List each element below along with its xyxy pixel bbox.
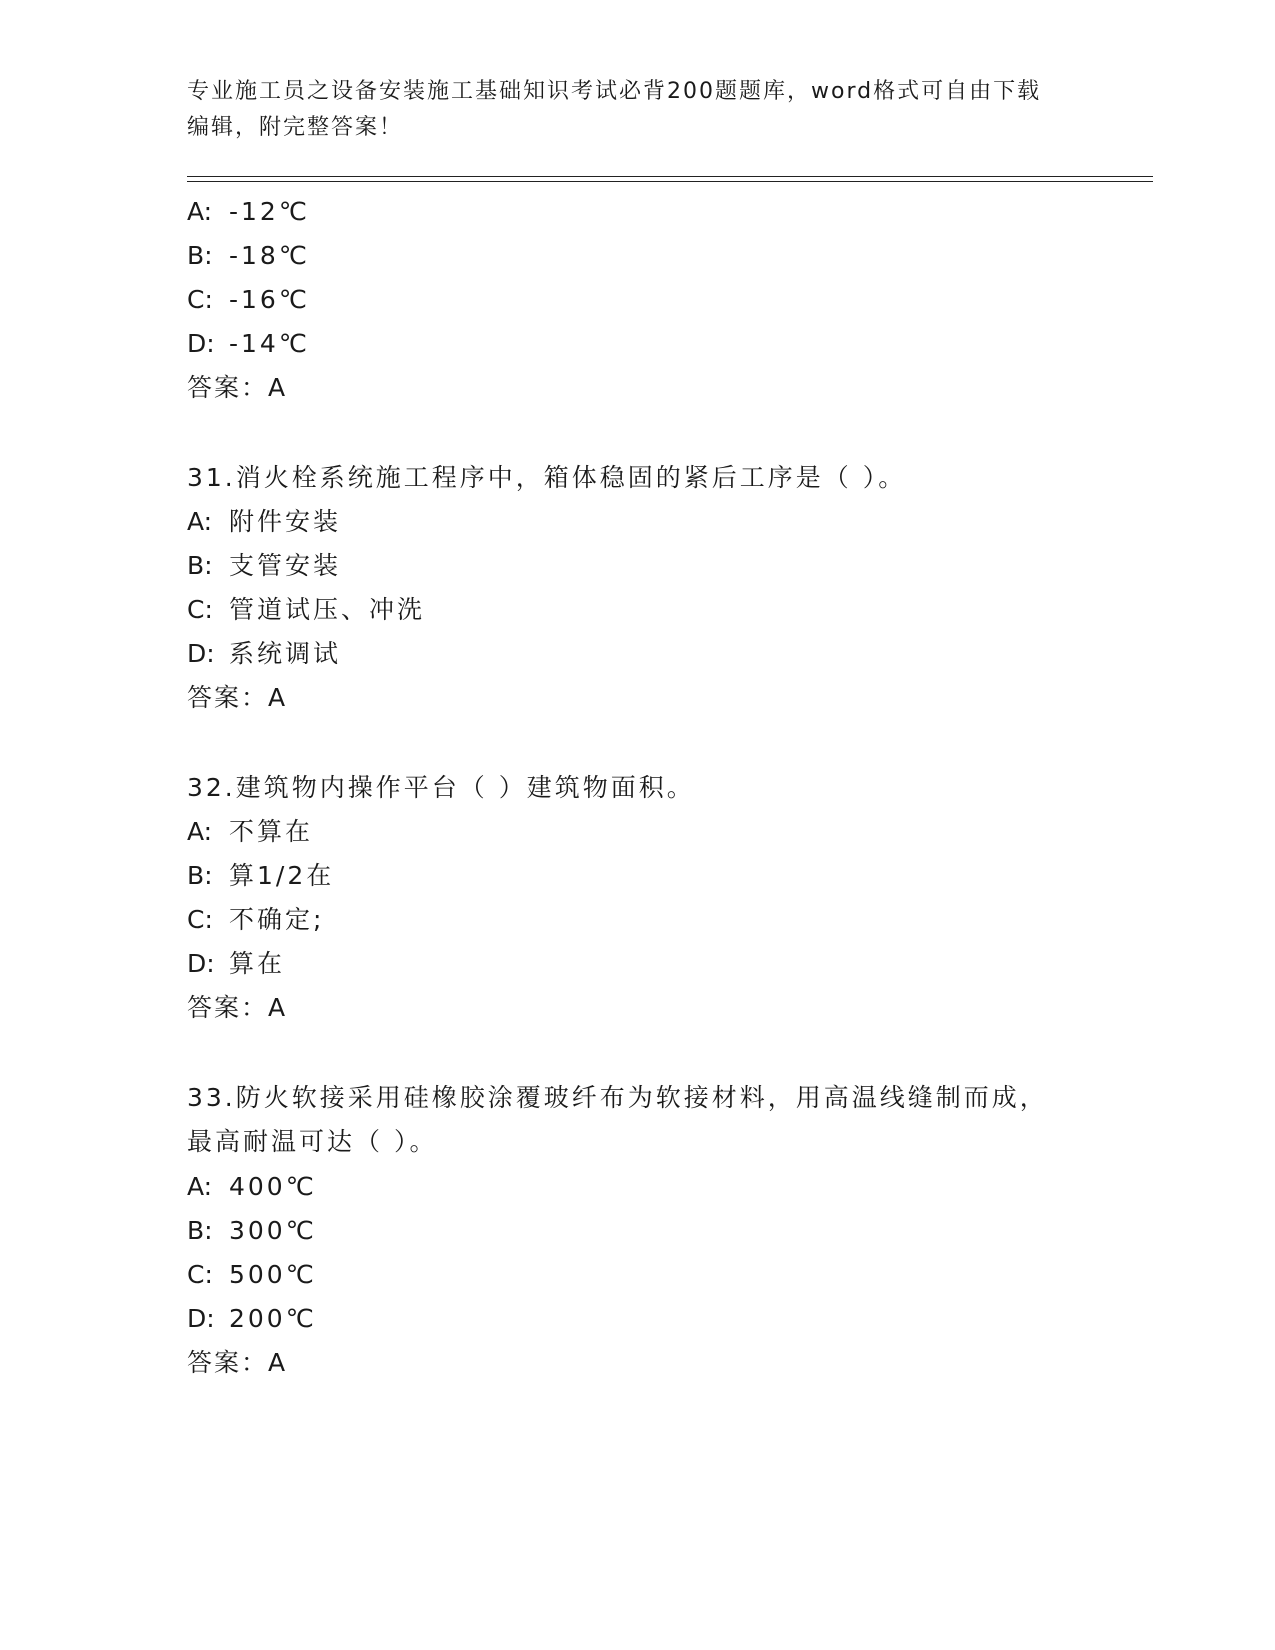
option-text: 系统调试 xyxy=(229,639,342,668)
q31-question: 31.消火栓系统施工程序中，箱体稳固的紧后工序是（ ）。 xyxy=(187,463,907,492)
q31-option-b xyxy=(187,551,341,581)
q30-option-c xyxy=(187,285,310,315)
option-text: -18℃ xyxy=(229,241,310,270)
q33-option-d xyxy=(187,1304,317,1334)
option-text: 附件安装 xyxy=(229,507,342,536)
option-text: 支管安装 xyxy=(229,551,342,580)
header-line-1: 专业施工员之设备安装施工基础知识考试必背200题题库，word格式可自由下载 xyxy=(187,79,1042,104)
option-letter: D: xyxy=(187,329,215,358)
q32-answer: 答案：A xyxy=(187,993,288,1022)
header-divider-bottom xyxy=(187,181,1153,182)
option-letter: B: xyxy=(187,551,213,580)
option-letter: C: xyxy=(187,285,213,314)
q32-question: 32.建筑物内操作平台（ ）建筑物面积。 xyxy=(187,773,695,802)
q31-answer: 答案：A xyxy=(187,683,288,712)
option-text: 算在 xyxy=(229,949,286,978)
q30-option-a xyxy=(187,197,310,227)
option-letter: A: xyxy=(187,197,213,226)
q30-option-d xyxy=(187,329,310,359)
option-text: 200℃ xyxy=(229,1304,317,1333)
option-letter: C: xyxy=(187,1260,213,1289)
q33-option-c xyxy=(187,1260,317,1290)
option-letter: D: xyxy=(187,949,215,978)
option-text: 管道试压、冲洗 xyxy=(229,595,426,624)
q33-option-a xyxy=(187,1172,317,1202)
option-letter: D: xyxy=(187,1304,215,1333)
q33-option-b xyxy=(187,1216,317,1246)
option-letter: B: xyxy=(187,241,213,270)
q30-option-b xyxy=(187,241,310,271)
q32-option-b xyxy=(187,861,334,891)
option-letter: C: xyxy=(187,595,213,624)
option-text: 400℃ xyxy=(229,1172,317,1201)
option-text: 500℃ xyxy=(229,1260,317,1289)
option-letter: B: xyxy=(187,861,213,890)
q32-option-d xyxy=(187,949,285,979)
q30-answer: 答案：A xyxy=(187,373,288,402)
option-letter: D: xyxy=(187,639,215,668)
option-letter: A: xyxy=(187,817,213,846)
header-divider-top xyxy=(187,176,1153,177)
q31-option-d xyxy=(187,639,341,669)
q32-option-c xyxy=(187,905,324,935)
q31-option-c xyxy=(187,595,425,625)
q33-question-line-2: 最高耐温可达（ ）。 xyxy=(187,1127,438,1156)
q33-answer: 答案：A xyxy=(187,1348,288,1377)
option-letter: A: xyxy=(187,1172,213,1201)
option-letter: A: xyxy=(187,507,213,536)
document-header xyxy=(187,74,1067,146)
option-letter: C: xyxy=(187,905,213,934)
option-text: 300℃ xyxy=(229,1216,317,1245)
q31-option-a xyxy=(187,507,341,537)
option-text: -12℃ xyxy=(229,197,310,226)
option-text: 不算在 xyxy=(229,817,314,846)
option-text: 不确定; xyxy=(229,905,325,934)
q33-question-line-1: 33.防火软接采用硅橡胶涂覆玻纤布为软接材料，用高温线缝制而成， xyxy=(187,1083,1048,1112)
option-text: 算1/2在 xyxy=(229,861,335,890)
option-letter: B: xyxy=(187,1216,213,1245)
header-line-2: 编辑，附完整答案！ xyxy=(187,115,404,140)
option-text: -14℃ xyxy=(229,329,310,358)
option-text: -16℃ xyxy=(229,285,310,314)
q32-option-a xyxy=(187,817,313,847)
